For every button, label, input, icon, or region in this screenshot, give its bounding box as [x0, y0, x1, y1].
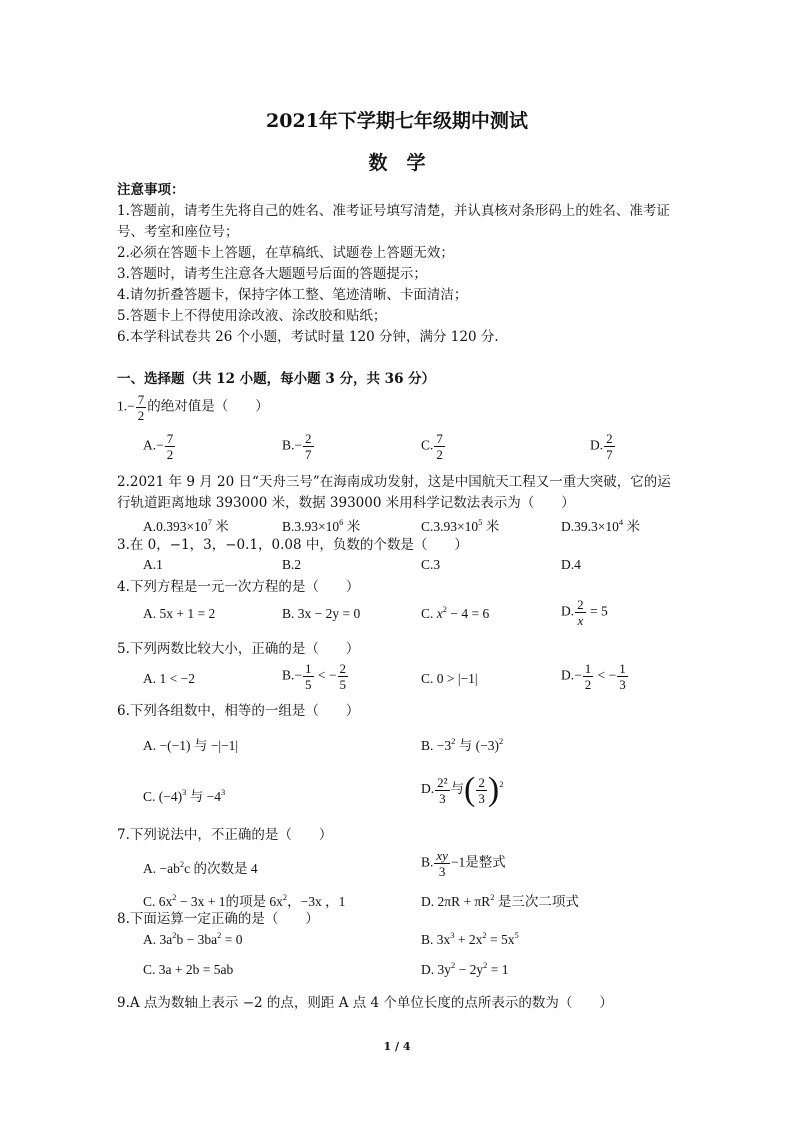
page-number: 1 / 4 [383, 1040, 411, 1053]
option-c: $C.3.93\times 10^5$ 米 [421, 517, 500, 534]
option-d: D. $\frac{2}{7}$ [590, 431, 613, 462]
notice-item: 号、考室和座位号； [117, 224, 239, 240]
option-c: C.3 [421, 557, 441, 572]
question-6: 6.下列各组数中，相等的一组是（ ） [117, 703, 360, 719]
section-heading: 一、选择题（共 12 小题，每小题 3 分，共 36 分） [117, 371, 436, 387]
option-c: C. $x^2 - 4 = 6$ [421, 604, 490, 621]
option-b: B.− $\frac{1}{5}$ < − $\frac{2}{5}$ [282, 661, 346, 692]
notice-item: 2.必须在答题卡上答题，在草稿纸、试题卷上答题无效； [117, 245, 454, 261]
question-3: 3.在 0，−1，3，−0.1，0.08 中，负数的个数是（ ） [117, 537, 468, 553]
option-a: A.1 [143, 557, 163, 572]
option-d: $D.39.3\times 10^4$ 米 [561, 517, 640, 534]
notice-item: 5.答题卡上不得使用涂改液、涂改胶和贴纸； [117, 308, 387, 324]
notice-heading: 注意事项： [117, 182, 185, 198]
subject-title: 数 学 [368, 152, 426, 174]
option-b: B. 3x − 2y = 0 [282, 606, 361, 621]
question-7: 7.下列说法中，不正确的是（ ） [117, 827, 333, 843]
option-b: B.− $\frac{2}{7}$ [282, 431, 312, 462]
option-a: A. $3a^2b - 3ba^2 = 0$ [143, 930, 243, 947]
option-d: D. $\frac{2}{x}$ = 5 [561, 597, 608, 628]
notice-item: 3.答题时，请考生注意各大题题号后面的答题提示； [117, 266, 427, 282]
option-d: D.4 [561, 557, 581, 572]
option-a: A. $-ab^2c$ 的次数是 4 [143, 859, 258, 876]
option-d: D. $2\pi R + \pi R^2$ 是三次二项式 [421, 892, 579, 909]
option-b: $B.3.93\times 10^6$ 米 [282, 517, 361, 534]
question-9: 9.A 点为数轴上表示 −2 的点，则距 A 点 4 个单位长度的点所表示的数为（ ） [117, 995, 613, 1011]
question-4: 4.下列方程是一元一次方程的是（ ） [117, 579, 360, 595]
fraction: $\frac{7}{2}$ [137, 392, 145, 423]
option-d: D. $\frac{\text{2²}}{3}$ 与( $\frac{2}{3}$ )$^2$ [421, 771, 504, 808]
option-c: C. 0 > |−1| [421, 671, 478, 686]
option-b: B. $-3^2$ 与 $(-3)^2$ [421, 736, 504, 753]
option-a: A. 1 < −2 [143, 671, 195, 686]
question-2-line2: 行轨道距离地球 393000 米，数据 393000 米用科学记数法表示为（ ） [117, 495, 575, 511]
option-a: A.− $\frac{7}{2}$ [143, 431, 174, 462]
option-c: C. $(-4)^3$ 与 $-4^3$ [143, 787, 226, 804]
option-b: B.2 [282, 557, 302, 572]
notice-item: 1.答题前，请考生先将自己的姓名、准考证号填写清楚，并认真核对条形码上的姓名、准考证 [117, 203, 670, 219]
option-a: A. −(−1) 与 −|−1| [143, 738, 239, 753]
option-d: D.− $\frac{1}{2}$ < − $\frac{1}{3}$ [561, 661, 626, 692]
option-a: A. 5x + 1 = 2 [143, 606, 216, 621]
question-5: 5.下列两数比较大小，正确的是（ ） [117, 641, 360, 657]
question-2-line1: 2.2021 年 9 月 20 日“天舟三号”在海南成功发射，这是中国航天工程又一重大突破，它的运 [117, 474, 671, 490]
option-c: C. $6x^2 - 3x + 1$的项是 $6x^2$，−3x ，1 [143, 892, 346, 909]
notice-item: 6.本学科试卷共 26 个小题，考试时量 120 分钟，满分 120 分. [117, 329, 499, 345]
option-b: B. $\frac{xy}{3}$ −1是整式 [421, 848, 506, 879]
exam-title: 2021年下学期七年级期中测试 [266, 110, 528, 132]
option-c: C. 3a + 2b = 5ab [143, 962, 234, 977]
question-8: 8.下面运算一定正确的是（ ） [117, 911, 319, 927]
option-a: $A.0.393\times 10^7$ 米 [143, 517, 229, 534]
question-1: 1.− $\frac{7}{2}$ 的绝对值是（ ） [117, 392, 269, 423]
option-d: D. $3y^2 - 2y^2 = 1$ [421, 960, 509, 977]
option-b: B. $3x^3 + 2x^2 = 5x^5$ [421, 930, 519, 947]
notice-item: 4.请勿折叠答题卡，保持字体工整、笔迹清晰、卡面清洁； [117, 287, 468, 303]
option-c: C. $\frac{7}{2}$ [421, 431, 443, 462]
